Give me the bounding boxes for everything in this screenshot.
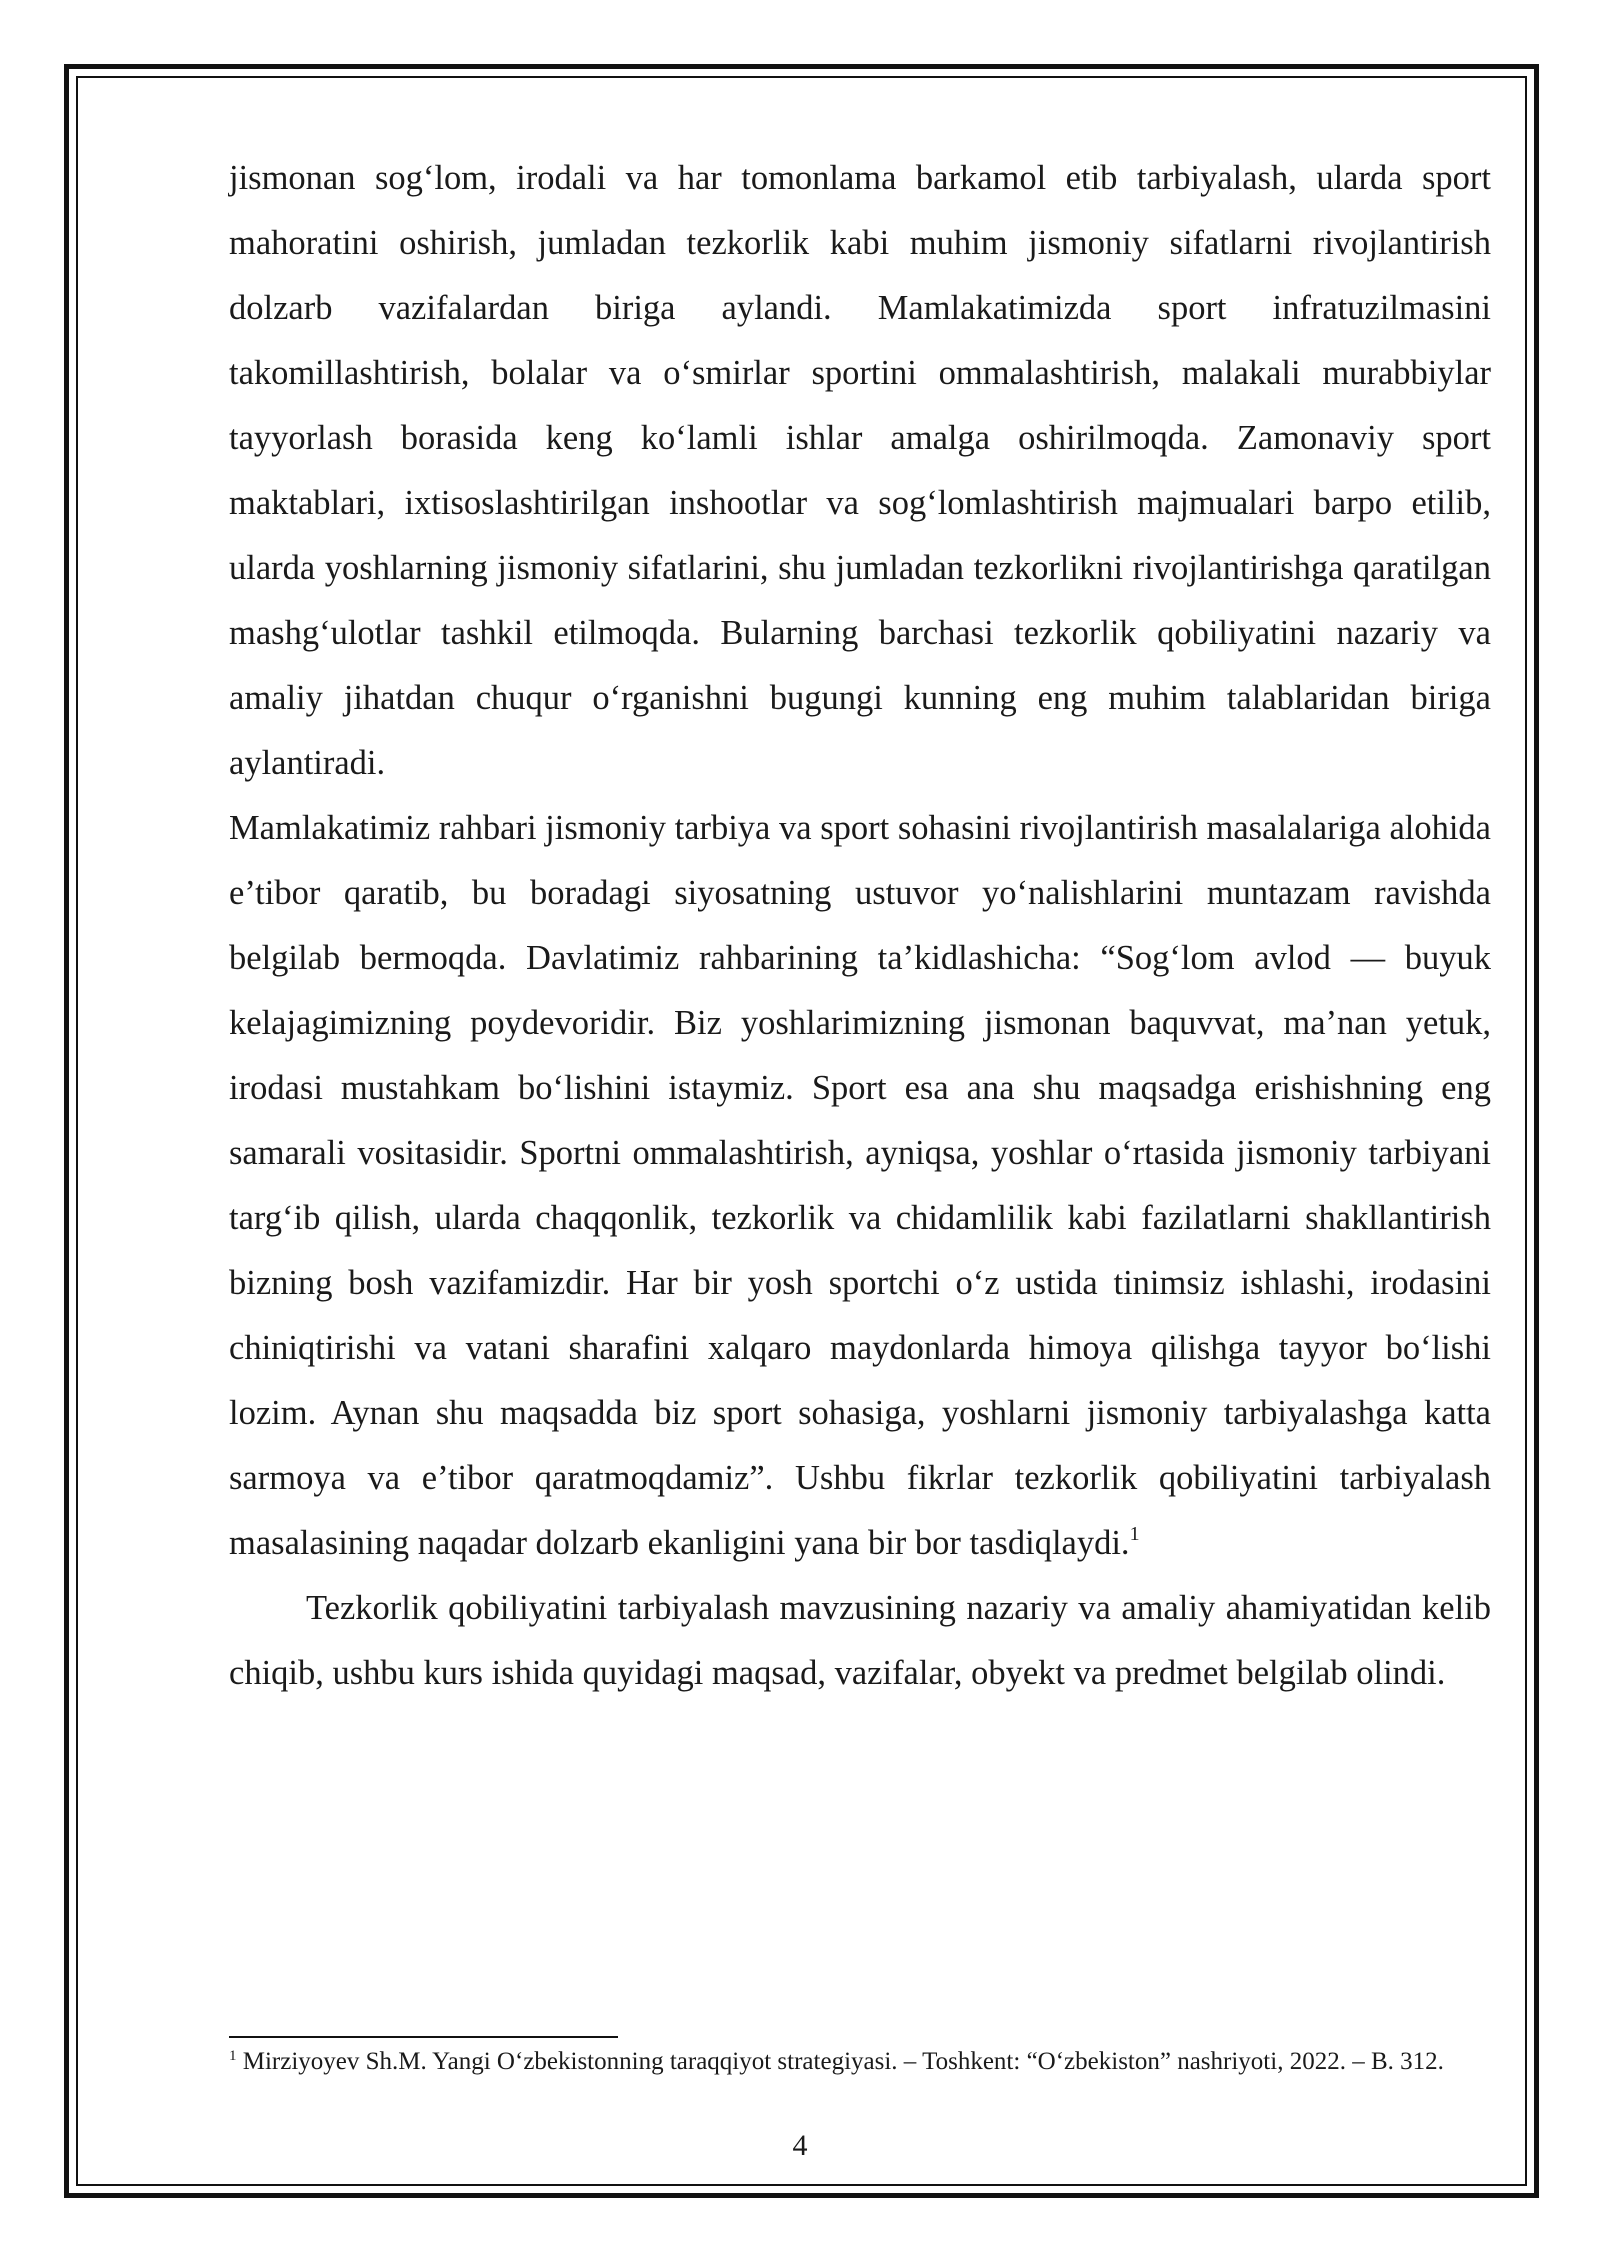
paragraph-3: Tezkorlik qobiliyatini tarbiyalash mavzusining nazariy va amaliy ahamiyatidan kelib chiqib, ushbu kurs ishida quyidagi maqsad, vazifalar, obyekt va predmet belgilab olindi. xyxy=(229,1589,1491,1692)
footnote-separator xyxy=(229,2036,618,2038)
footnote-marker: 1 xyxy=(229,2047,237,2064)
page-number: 4 xyxy=(792,2129,808,2162)
footnote xyxy=(229,2047,1491,2077)
footnote-text: Mirziyoyev Sh.M. Yangi O‘zbekistonning taraqqiyot strategiyasi. – Toshkent: “O‘zbekiston” nashriyoti, 2022. – B. 312. xyxy=(242,2048,1444,2075)
paragraph-2 xyxy=(229,796,1491,1576)
body-text xyxy=(229,146,1491,1706)
paragraph-1: jismonan sog‘lom, irodali va har tomonlama barkamol etib tarbiyalash, ularda sport mahoratini oshirish, jumladan tezkorlik kabi muhim jismoniy sifatlarni rivojlantirish dolzarb vazifalardan biriga aylandi. Mamlakatimizda sport infratuzilmasini takomillashtirish, bolalar va o‘smirlar sportini ommalashtirish, malakali murabbiylar tayyorlash borasida keng ko‘lamli ishlar amalga oshirilmoqda. Zamonaviy sport maktablari, ixtisoslashtirilgan inshootlar va sog‘lomlashtirish majmualari barpo etilib, ularda yoshlarning jismoniy sifatlarini, shu jumladan tezkorlikni rivojlantirishga qaratilgan mashg‘ulotlar tashkil etilmoqda. Bularning barchasi tezkorlik qobiliyatini nazariy va amaliy jihatdan chuqur o‘rganishni bugungi kunning eng muhim talablaridan biriga aylantiradi. xyxy=(229,159,1491,782)
paragraph-2-text: Mamlakatimiz rahbari jismoniy tarbiya va sport sohasini rivojlantirish masalalariga alohida e’tibor qaratib, bu boradagi siyosatning ustuvor yo‘nalishlarini muntazam ravishda belgilab bermoqda. Davlatimiz rahbarining ta’kidlashicha: “Sog‘lom avlod — buyuk kelajagimizning poydevoridir. Biz yoshlarimizning jismonan baquvvat, ma’nan yetuk, irodasi mustahkam bo‘lishini istaymiz. Sport esa ana shu maqsadga erishishning eng samarali vositasidir. Sportni ommalashtirish, ayniqsa, yoshlar o‘rtasida jismoniy tarbiyani targ‘ib qilish, ularda chaqqonlik, tezkorlik va chidamlilik kabi fazilatlarni shakllantirish bizning bosh vazifamizdir. Har bir yosh sportchi o‘z ustida tinimsiz ishlashi, irodasini chiniqtirishi va vatani sharafini xalqaro maydonlarda himoya qilishga tayyor bo‘lishi lozim. Aynan shu maqsadda biz sport sohasiga, yoshlarni jismoniy tarbiyalashga katta sarmoya va e’tibor qaratmoqdamiz”. Ushbu fikrlar tezkorlik qobiliyatini tarbiyalash masalasining naqadar dolzarb ekanligini yana bir bor tasdiqlaydi. xyxy=(229,809,1491,1562)
footnote-reference[interactable]: 1 xyxy=(1129,1522,1140,1545)
